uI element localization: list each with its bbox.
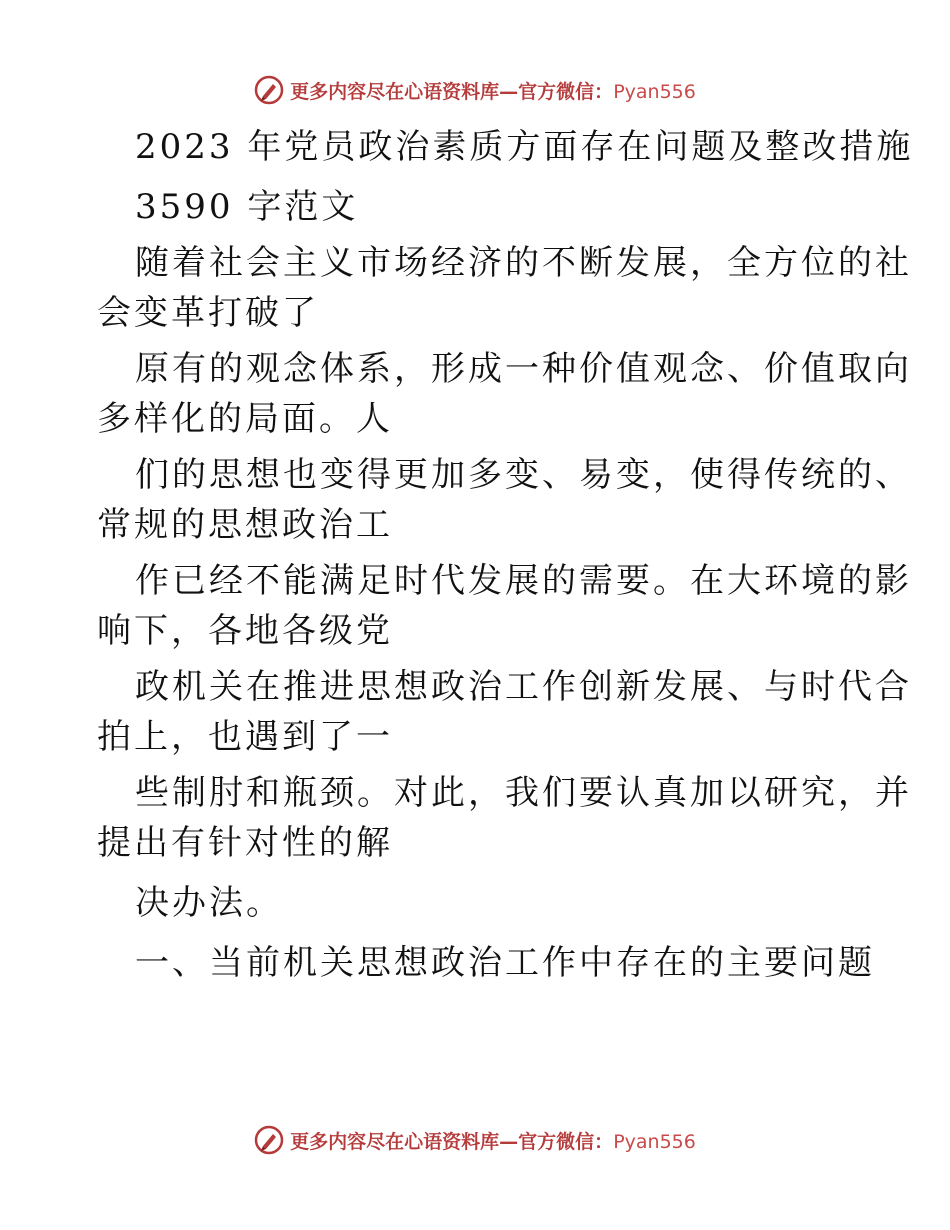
- paragraph-line: 拍上，也遇到了一: [97, 717, 393, 757]
- paragraph-line: 多样化的局面。人: [97, 399, 393, 439]
- paragraph-line: 提出有针对性的解: [97, 823, 393, 863]
- banner-text: [290, 77, 696, 104]
- banner-dash: —: [499, 80, 519, 103]
- title-line: 2023 年党员政治素质方面存在问题及整改措施: [135, 127, 914, 167]
- paragraph-line: 随着社会主义市场经济的不断发展，全方位的社: [135, 243, 912, 283]
- banner-dash: —: [499, 1130, 519, 1153]
- paragraph-line: 会变革打破了: [97, 293, 319, 333]
- paragraph-line: 常规的思想政治工: [97, 505, 393, 545]
- footer-banner: [0, 1120, 950, 1160]
- header-banner: [0, 70, 950, 110]
- title-line: 3590 字范文: [135, 187, 359, 227]
- banner-account: Pyan556: [613, 80, 696, 103]
- paragraph-line: 些制肘和瓶颈。对此，我们要认真加以研究，并: [135, 773, 912, 813]
- paragraph-line: 们的思想也变得更加多变、易变，使得传统的、: [135, 455, 912, 495]
- paragraph-line: 政机关在推进思想政治工作创新发展、与时代合: [135, 667, 912, 707]
- paragraph-line: 决办法。: [135, 883, 283, 923]
- pen-logo-icon: [254, 75, 284, 105]
- document-body: [97, 122, 914, 998]
- paragraph-line: 原有的观念体系，形成一种价值观念、价值取向: [135, 349, 912, 389]
- banner-account: Pyan556: [613, 1130, 696, 1153]
- banner-prefix: 更多内容尽在心语资料库: [290, 80, 500, 103]
- banner-prefix: 更多内容尽在心语资料库: [290, 1130, 500, 1153]
- pen-logo-icon: [254, 1125, 284, 1155]
- banner-text: [290, 1127, 696, 1154]
- banner-label: 官方微信：: [518, 80, 614, 103]
- paragraph-line: 响下，各地各级党: [97, 611, 393, 651]
- paragraph-line: 作已经不能满足时代发展的需要。在大环境的影: [135, 561, 912, 601]
- banner-label: 官方微信：: [518, 1130, 614, 1153]
- section-heading: 一、当前机关思想政治工作中存在的主要问题: [135, 943, 875, 983]
